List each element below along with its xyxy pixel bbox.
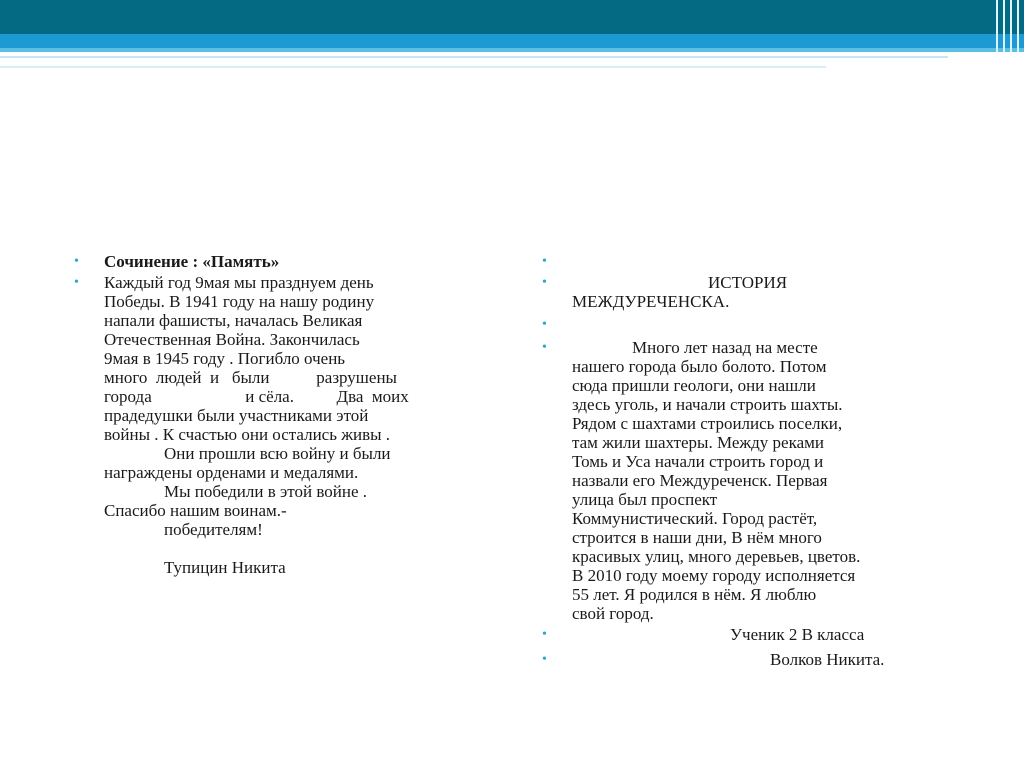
essay-title: Сочинение : «Память» [104, 252, 280, 271]
paragraph-line: 55 лет. Я родился в нём. Я люблю [572, 585, 817, 604]
bullet-icon: • [74, 254, 79, 269]
paragraph-line: сюда пришли геологи, они нашли [572, 376, 816, 395]
history-heading-city: МЕЖДУРЕЧЕНСКА. [572, 292, 730, 311]
paragraph-line: Коммунистический. Город растёт, [572, 509, 818, 528]
paragraph-line: 9мая в 1945 году . Погибло очень [104, 349, 346, 368]
header-band-mid [0, 34, 1024, 48]
bullet-icon: • [542, 317, 547, 332]
paragraph-line: прадедушки были участниками этой [104, 406, 369, 425]
empty-bullet-item [542, 252, 962, 271]
bullet-icon: • [542, 627, 547, 642]
left-title-item [74, 252, 494, 271]
left-column [74, 252, 494, 579]
bullet-icon: • [542, 254, 547, 269]
paragraph-line: нашего города было болото. Потом [572, 357, 827, 376]
student-class: Ученик 2 В класса [730, 625, 865, 644]
header-stripes [993, 0, 1024, 52]
paragraph-line: назвали его Междуреченск. Первая [572, 471, 828, 490]
paragraph-line: напали фашисты, началась Великая [104, 311, 363, 330]
paragraph-line: Много лет назад на месте [632, 338, 818, 357]
student-name: Волков Никита. [770, 650, 885, 669]
bullet-icon: • [542, 652, 547, 667]
history-text-item [542, 338, 962, 623]
paragraph-line: здесь уголь, и начали строить шахты. [572, 395, 843, 414]
header-accent-line-short [0, 66, 826, 68]
left-bullet-list [74, 252, 494, 577]
indented-line: Мы победили в этой войне . [164, 482, 367, 501]
header-band-dark [0, 0, 1024, 34]
paragraph-line: красивых улиц, много деревьев, цветов. [572, 547, 861, 566]
paragraph-line: много людей и были разрушены [104, 368, 397, 387]
paragraph-line: Победы. В 1941 году на нашу родину [104, 292, 375, 311]
history-heading: ИСТОРИЯ [708, 273, 788, 292]
paragraph-line: там жили шахтеры. Между реками [572, 433, 825, 452]
paragraph-line: Рядом с шахтами строились поселки, [572, 414, 843, 433]
right-column [542, 252, 962, 671]
student-name-item [542, 650, 962, 669]
author-signature: Тупицин Никита [164, 558, 286, 577]
bullet-icon: • [74, 275, 79, 290]
bullet-icon: • [542, 275, 547, 290]
header-accent-line [0, 56, 948, 58]
paragraph-line: Томь и Уса начали строить город и [572, 452, 824, 471]
paragraph-line: В 2010 году моему городу исполняется [572, 566, 856, 585]
bullet-icon: • [542, 340, 547, 355]
paragraph-line: города и сёла. Два моих [104, 387, 409, 406]
heading-item [542, 273, 962, 311]
header-band-light [0, 48, 1024, 52]
paragraph-line: свой город. [572, 604, 654, 623]
paragraph-line: строится в наши дни, В нём много [572, 528, 822, 547]
paragraph-line: Отечественная Война. Закончилась [104, 330, 360, 349]
blank-line [104, 539, 494, 558]
paragraph-line: Спасибо нашим воинам.- [104, 501, 287, 520]
paragraph-line: улица был проспект [572, 490, 718, 509]
indented-line: победителям! [164, 520, 263, 539]
student-class-item [542, 625, 962, 644]
indented-line: Они прошли всю войну и были [164, 444, 391, 463]
paragraph-line: войны . К счастью они остались живы . [104, 425, 391, 444]
paragraph-line: награждены орденами и медалями. [104, 463, 359, 482]
right-bullet-list [542, 252, 962, 669]
empty-bullet-item [542, 315, 962, 334]
paragraph-line: Каждый год 9мая мы празднуем день [104, 273, 374, 292]
left-text-item [74, 273, 494, 577]
